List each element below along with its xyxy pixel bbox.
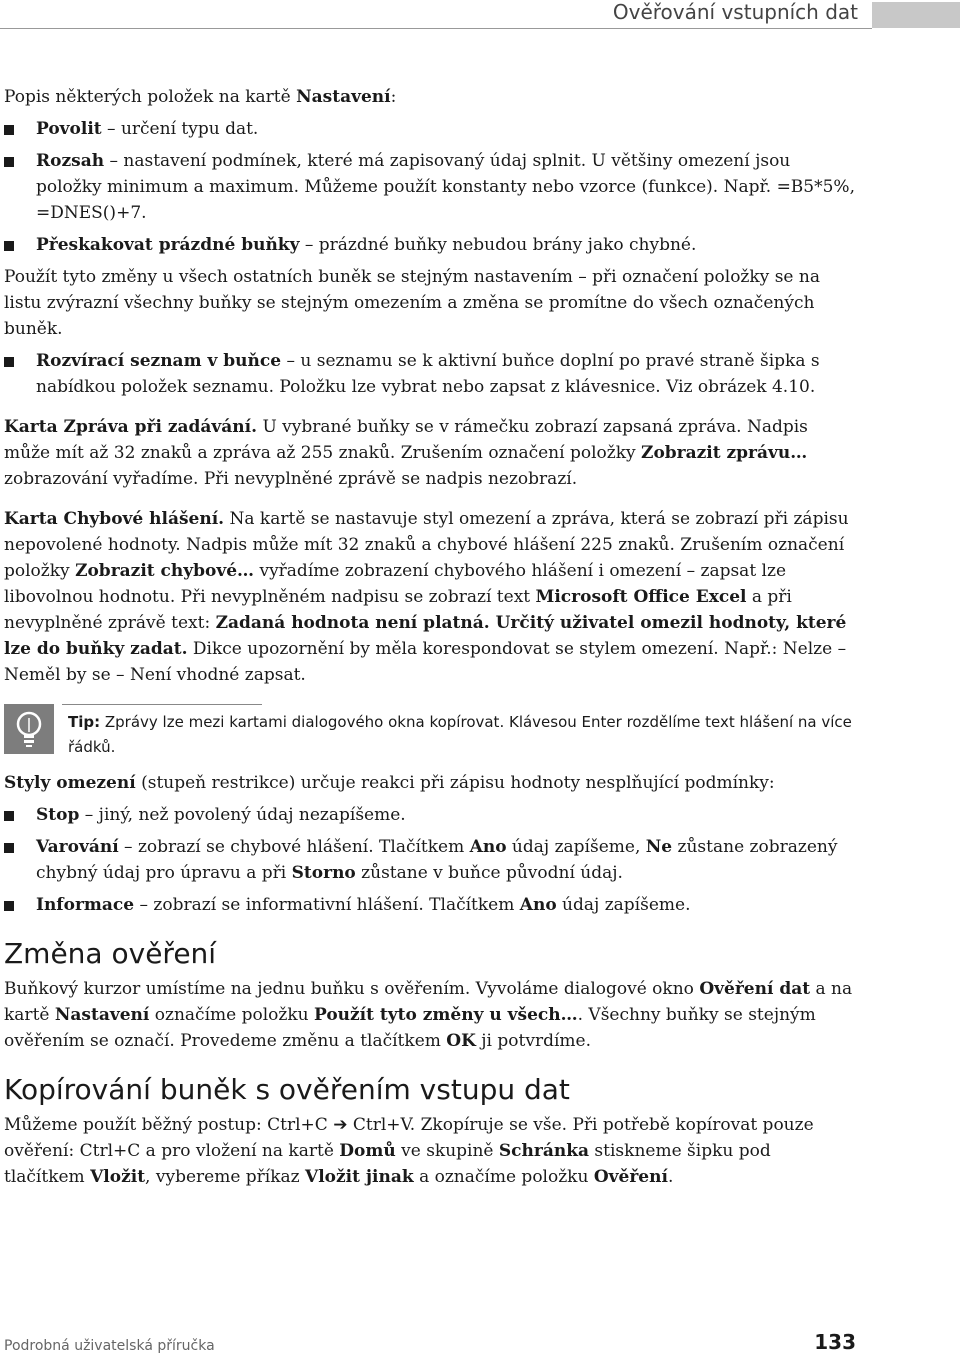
list-item: Rozsah – nastavení podmínek, které má zapisovaný údaj splnit. U většiny omezení jsou položky minimum a maximum. Můžeme použít konstanty nebo vzorce (funkce). Např. =B5*5%, =DNES()+7.: [4, 148, 856, 226]
paragraph-styly: Styly omezení (stupeň restrikce) určuje reakci při zápisu hodnoty nesplňující podmínky:: [4, 773, 775, 793]
settings-list: [4, 116, 856, 258]
header-rule: [0, 28, 872, 29]
intro-paragraph: Popis některých položek na kartě Nastavení:: [4, 87, 397, 107]
header-bar: [872, 2, 960, 28]
list-item: Rozvírací seznam v buňce – u seznamu se k aktivní buňce doplní po pravé straně šipka s nabídkou položek seznamu. Položku lze vybrat nebo zapsat z klávesnice. Viz obrázek 4.10.: [4, 348, 856, 400]
paragraph-zmena: Buňkový kurzor umístíme na jednu buňku s ověřením. Vyvoláme dialogové okno Ověření dat a na kartě Nastavení označíme položku Použít tyto změny u všech…. Všechny buňky se stejným ověřením se označí. Provedeme změnu a tlačítkem OK ji potvrdíme.: [4, 979, 853, 1051]
paragraph-kopirovani: Můžeme použít běžný postup: Ctrl+C ➔ Ctrl+V. Zkopíruje se vše. Při potřebě kopírovat pouze ověření: Ctrl+C a pro vložení na kartě Domů ve skupině Schránka stiskneme šipku pod tlačítkem Vložit, vybereme příkaz Vložit jinak a označíme položku Ověření.: [4, 1115, 814, 1187]
list-item: Přeskakovat prázdné buňky – prázdné buňky nebudou brány jako chybné.: [4, 232, 856, 258]
paragraph-chybove: Karta Chybové hlášení. Na kartě se nastavuje styl omezení a zpráva, která se zobrazí při zápisu nepovolené hodnoty. Nadpis může mít 32 znaků a chybové hlášení 225 znaků. Zrušením označení položky Zobrazit chybové… vyřadíme zobrazení chybového hlášení i omezení – zapsat lze libovolnou hodnotu. Při nevyplněném nadpisu se zobrazí text Microsoft Office Excel a při nevyplněné zprávě text: Zadaná hodnota není platná. Určitý uživatel omezil hodnoty, které lze do buňky zadat. Dikce upozornění by měla korespondovat se stylem omezení. Např.: Nelze – Neměl by se – Není vhodné zapsat.: [4, 509, 849, 685]
heading-kopirovani: Kopírování buněk s ověřením vstupu dat: [4, 1073, 570, 1106]
dropdown-list: [4, 348, 856, 400]
heading-zmena-overeni: Změna ověření: [4, 937, 217, 970]
footer-book-title: Podrobná uživatelská příručka: [4, 1338, 215, 1354]
list-item: Stop – jiný, než povolený údaj nezapíšeme.: [4, 802, 856, 828]
styles-list: [4, 802, 856, 918]
list-item: Varování – zobrazí se chybové hlášení. Tlačítkem Ano údaj zapíšeme, Ne zůstane zobrazený chybný údaj pro úpravu a při Storno zůstane v buňce původní údaj.: [4, 834, 856, 886]
tip-box: [4, 704, 856, 756]
running-title: Ověřování vstupních dat: [612, 0, 858, 24]
list-item: Povolit – určení typu dat.: [4, 116, 856, 142]
list-item: Informace – zobrazí se informativní hlášení. Tlačítkem Ano údaj zapíšeme.: [4, 892, 856, 918]
page-number: 133: [814, 1330, 856, 1354]
tip-text: Tip: Zprávy lze mezi kartami dialogového okna kopírovat. Klávesou Enter rozdělíme text hlášení na více řádků.: [68, 713, 852, 756]
arrow-right-icon: ➔: [333, 1115, 348, 1135]
paragraph-zprava: Karta Zpráva při zadávání. U vybrané buňky se v rámečku zobrazí zapsaná zpráva. Nadpis může mít až 32 znaků a zpráva až 255 znaků. Zrušením označení položky Zobrazit zprávu… zobrazování vyřadíme. Při nevyplněné zprávě se nadpis nezobrazí.: [4, 417, 808, 489]
lightbulb-icon: [4, 704, 54, 754]
page-body: [4, 84, 856, 1190]
paragraph-pouzit: Použít tyto změny u všech ostatních buněk se stejným nastavením – při označení položky se na listu zvýrazní všechny buňky se stejným omezením a změna se promítne do všech označených buněk.: [4, 267, 820, 339]
tip-rule: [62, 704, 262, 705]
